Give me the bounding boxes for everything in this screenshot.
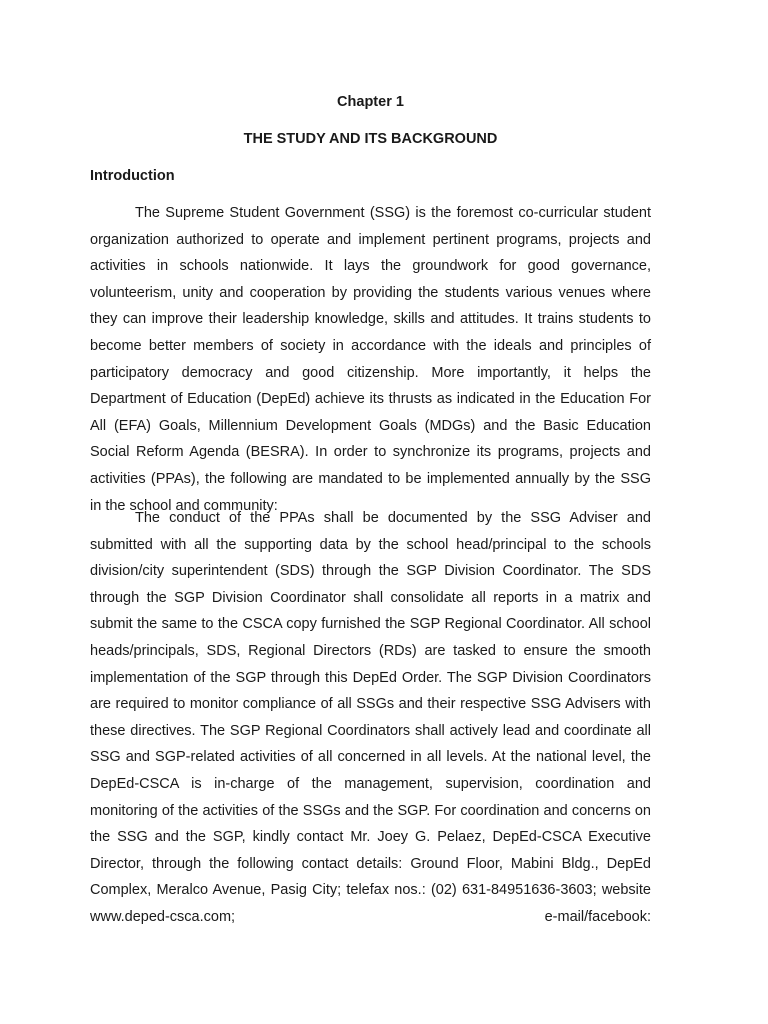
paragraph-ppa-documentation: The conduct of the PPAs shall be documented by the SSG Adviser and submitted with all the supporting data by the school head/principal to the schools division/city superintendent (SDS) through the SGP Division Coordinator. The SDS through the SGP Division Coordinator shall consolidate all reports in a matrix and submit the same to the CSCA copy furnished the SGP Regional Coordinator. All school heads/principals, SDS, Regional Directors (RDs) are tasked to ensure the smooth implementation of the SGP through this DepEd Order. The SGP Division Coordinators are required to monitor compliance of all SSGs and their respective SSG Advisers with these directives. The SGP Regional Coordinators shall actively lead and coordinate all SSG and SGP-related activities of all concerned in all levels. At the national level, the DepEd-CSCA is in-charge of the management, supervision, coordination and monitoring of the activities of the SSGs and the SGP. For coordination and concerns on the SSG and the SGP, kindly contact Mr. Joey G. Pelaez, DepEd-CSCA Executive Director, through the following contact details: Ground Floor, Mabini Bldg., DepEd Complex, Meralco Avenue, Pasig City; telefax nos.: (02) 631-84951636-3603; website www.deped-csca.com; e-mail/facebook:	[90, 510, 651, 925]
chapter-title: THE STUDY AND ITS BACKGROUND	[243, 131, 498, 147]
paragraph-ssg-overview: The Supreme Student Government (SSG) is the foremost co-curricular student organization authorized to operate and implement pertinent programs, projects and activities in schools nationwide. It lays the groundwork for good governance, volunteerism, unity and cooperation by providing the students various venues where they can improve their leadership knowledge, skills and attitudes. It trains students to become better members of society in accordance with the ideals and principles of participatory democracy and good citizenship. More importantly, it helps the Department of Education (DepEd) achieve its thrusts as indicated in the Education For All (EFA) Goals, Millennium Development Goals (MDGs) and the Basic Education Social Reform Agenda (BESRA). In order to synchronize its programs, projects and activities (PPAs), the following are mandated to be implemented annually by the SSG in the school and community:	[90, 205, 651, 514]
section-heading-introduction: Introduction	[90, 168, 175, 184]
chapter-label: Chapter 1	[337, 94, 404, 110]
